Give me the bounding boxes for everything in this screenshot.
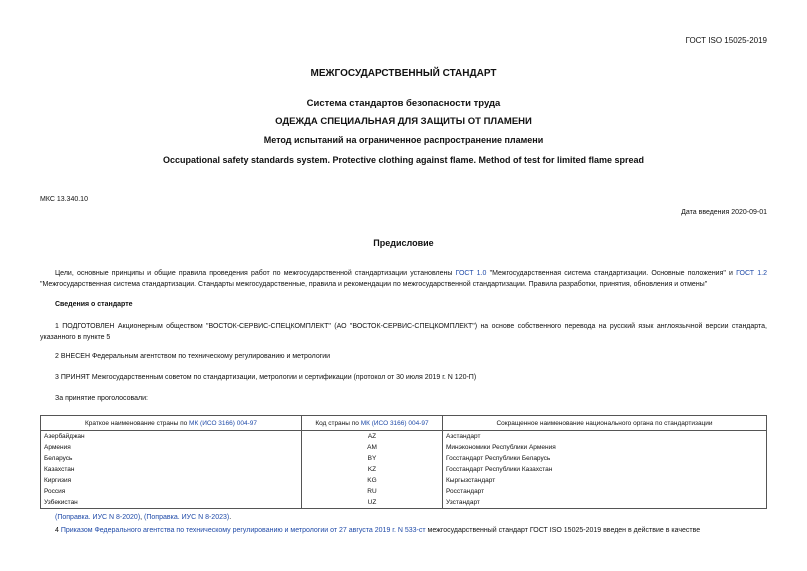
table-header-row xyxy=(41,416,767,431)
cell-code: AZ xyxy=(302,431,443,443)
mks-code: МКС 13.340.10 xyxy=(40,196,88,203)
amendments-line: (Поправка. ИУС N 8-2020), (Поправка. ИУС N 8-2023). xyxy=(55,514,232,521)
table-row xyxy=(41,431,767,443)
header-country: Краткое наименование страны по МК (ИСО 3166) 004-97 xyxy=(41,416,302,431)
heading-title: ОДЕЖДА СПЕЦИАЛЬНАЯ ДЛЯ ЗАЩИТЫ ОТ ПЛАМЕНИ xyxy=(275,116,532,127)
header-code: Код страны по МК (ИСО 3166) 004-97 xyxy=(302,416,443,431)
mk-3166-link[interactable]: МК (ИСО 3166) 004-97 xyxy=(360,419,429,427)
preface-text-2: "Межгосударственная система стандартизации. Основные положения" и xyxy=(486,270,737,277)
cell-country: Беларусь xyxy=(41,453,302,464)
amendment-2020-link[interactable]: (Поправка. ИУС N 8-2020) xyxy=(55,514,141,521)
table-row xyxy=(41,453,767,464)
item-1: 1 ПОДГОТОВЛЕН Акционерным обществом "ВОСТОК-СЕРВИС-СПЕЦКОМПЛЕКТ" (АО "ВОСТОК-СЕРВИС-СПЕЦКОМПЛЕКТ") на основе собственного перевода на русский язык англоязычной версии стандарта, указанного в пункте 5 xyxy=(40,323,767,341)
preface-paragraph xyxy=(40,268,767,290)
item-2: 2 ВНЕСЕН Федеральным агентством по техническому регулированию и метрологии xyxy=(55,353,331,360)
table-row xyxy=(41,486,767,497)
introduction-date: Дата введения 2020-09-01 xyxy=(681,209,767,216)
gost-1-0-link[interactable]: ГОСТ 1.0 xyxy=(455,270,487,277)
preface-text-1: Цели, основные принципы и общие правила проведения работ по межгосударственной стандартизации установлены xyxy=(55,270,456,277)
cell-country: Казахстан xyxy=(41,464,302,475)
heading-method: Метод испытаний на ограниченное распространение пламени xyxy=(263,135,544,145)
item-4: 4 Приказом Федерального агентства по техническому регулированию и метрологии от 27 августа 2019 г. N 533-ст межгосударственный стандарт ГОСТ ISO 15025-2019 введен в действие в качестве xyxy=(55,527,701,534)
cell-country: Киргизия xyxy=(41,475,302,486)
cell-code: UZ xyxy=(302,497,443,509)
heading-system: Система стандартов безопасности труда xyxy=(306,98,501,109)
info-title: Сведения о стандарте xyxy=(55,301,133,308)
states-table xyxy=(40,415,767,509)
cell-body: Госстандарт Республики Казахстан xyxy=(443,464,767,475)
cell-body: Азстандарт xyxy=(443,431,767,443)
amendment-2023-link[interactable]: (Поправка. ИУС N 8-2023) xyxy=(144,514,230,521)
mk-3166-link[interactable]: МК (ИСО 3166) 004-97 xyxy=(189,419,257,427)
table-row xyxy=(41,464,767,475)
voted-label: За принятие проголосовали: xyxy=(55,395,148,402)
preface-title: Предисловие xyxy=(373,238,434,248)
cell-body: Минэкономики Республики Армения xyxy=(443,442,767,453)
heading-english: Occupational safety standards system. Protective clothing against flame. Method of test for limited flame spread xyxy=(162,155,645,165)
cell-body: Росстандарт xyxy=(443,486,767,497)
table-row xyxy=(41,475,767,486)
table-row xyxy=(41,497,767,509)
cell-country: Узбекистан xyxy=(41,497,302,509)
preface-text-3: "Межгосударственная система стандартизации. Стандарты межгосударственные, правила и рекомендации по межгосударственной стандартизации. Правила разработки, принятия, обновления и отмены" xyxy=(40,281,708,288)
heading-main: МЕЖГОСУДАРСТВЕННЫЙ СТАНДАРТ xyxy=(310,68,497,79)
header-body: Сокращенное наименование национального органа по стандартизации xyxy=(443,416,767,431)
cell-country: Россия xyxy=(41,486,302,497)
cell-code: BY xyxy=(302,453,443,464)
cell-country: Азербайджан xyxy=(41,431,302,443)
item-3: 3 ПРИНЯТ Межгосударственным советом по стандартизации, метрологии и сертификации (протокол от 30 июля 2019 г. N 120-П) xyxy=(55,374,477,381)
cell-code: AM xyxy=(302,442,443,453)
cell-body: Узстандарт xyxy=(443,497,767,509)
cell-body: Кыргызстандарт xyxy=(443,475,767,486)
cell-code: KG xyxy=(302,475,443,486)
cell-code: RU xyxy=(302,486,443,497)
cell-body: Госстандарт Республики Беларусь xyxy=(443,453,767,464)
table-row xyxy=(41,442,767,453)
order-533-link[interactable]: Приказом Федерального агентства по техническому регулированию и метрологии от 27 августа 2019 г. N 533-ст xyxy=(60,527,426,534)
document-code: ГОСТ ISO 15025-2019 xyxy=(685,36,767,45)
cell-country: Армения xyxy=(41,442,302,453)
gost-1-2-link[interactable]: ГОСТ 1.2 xyxy=(736,270,767,277)
cell-code: KZ xyxy=(302,464,443,475)
